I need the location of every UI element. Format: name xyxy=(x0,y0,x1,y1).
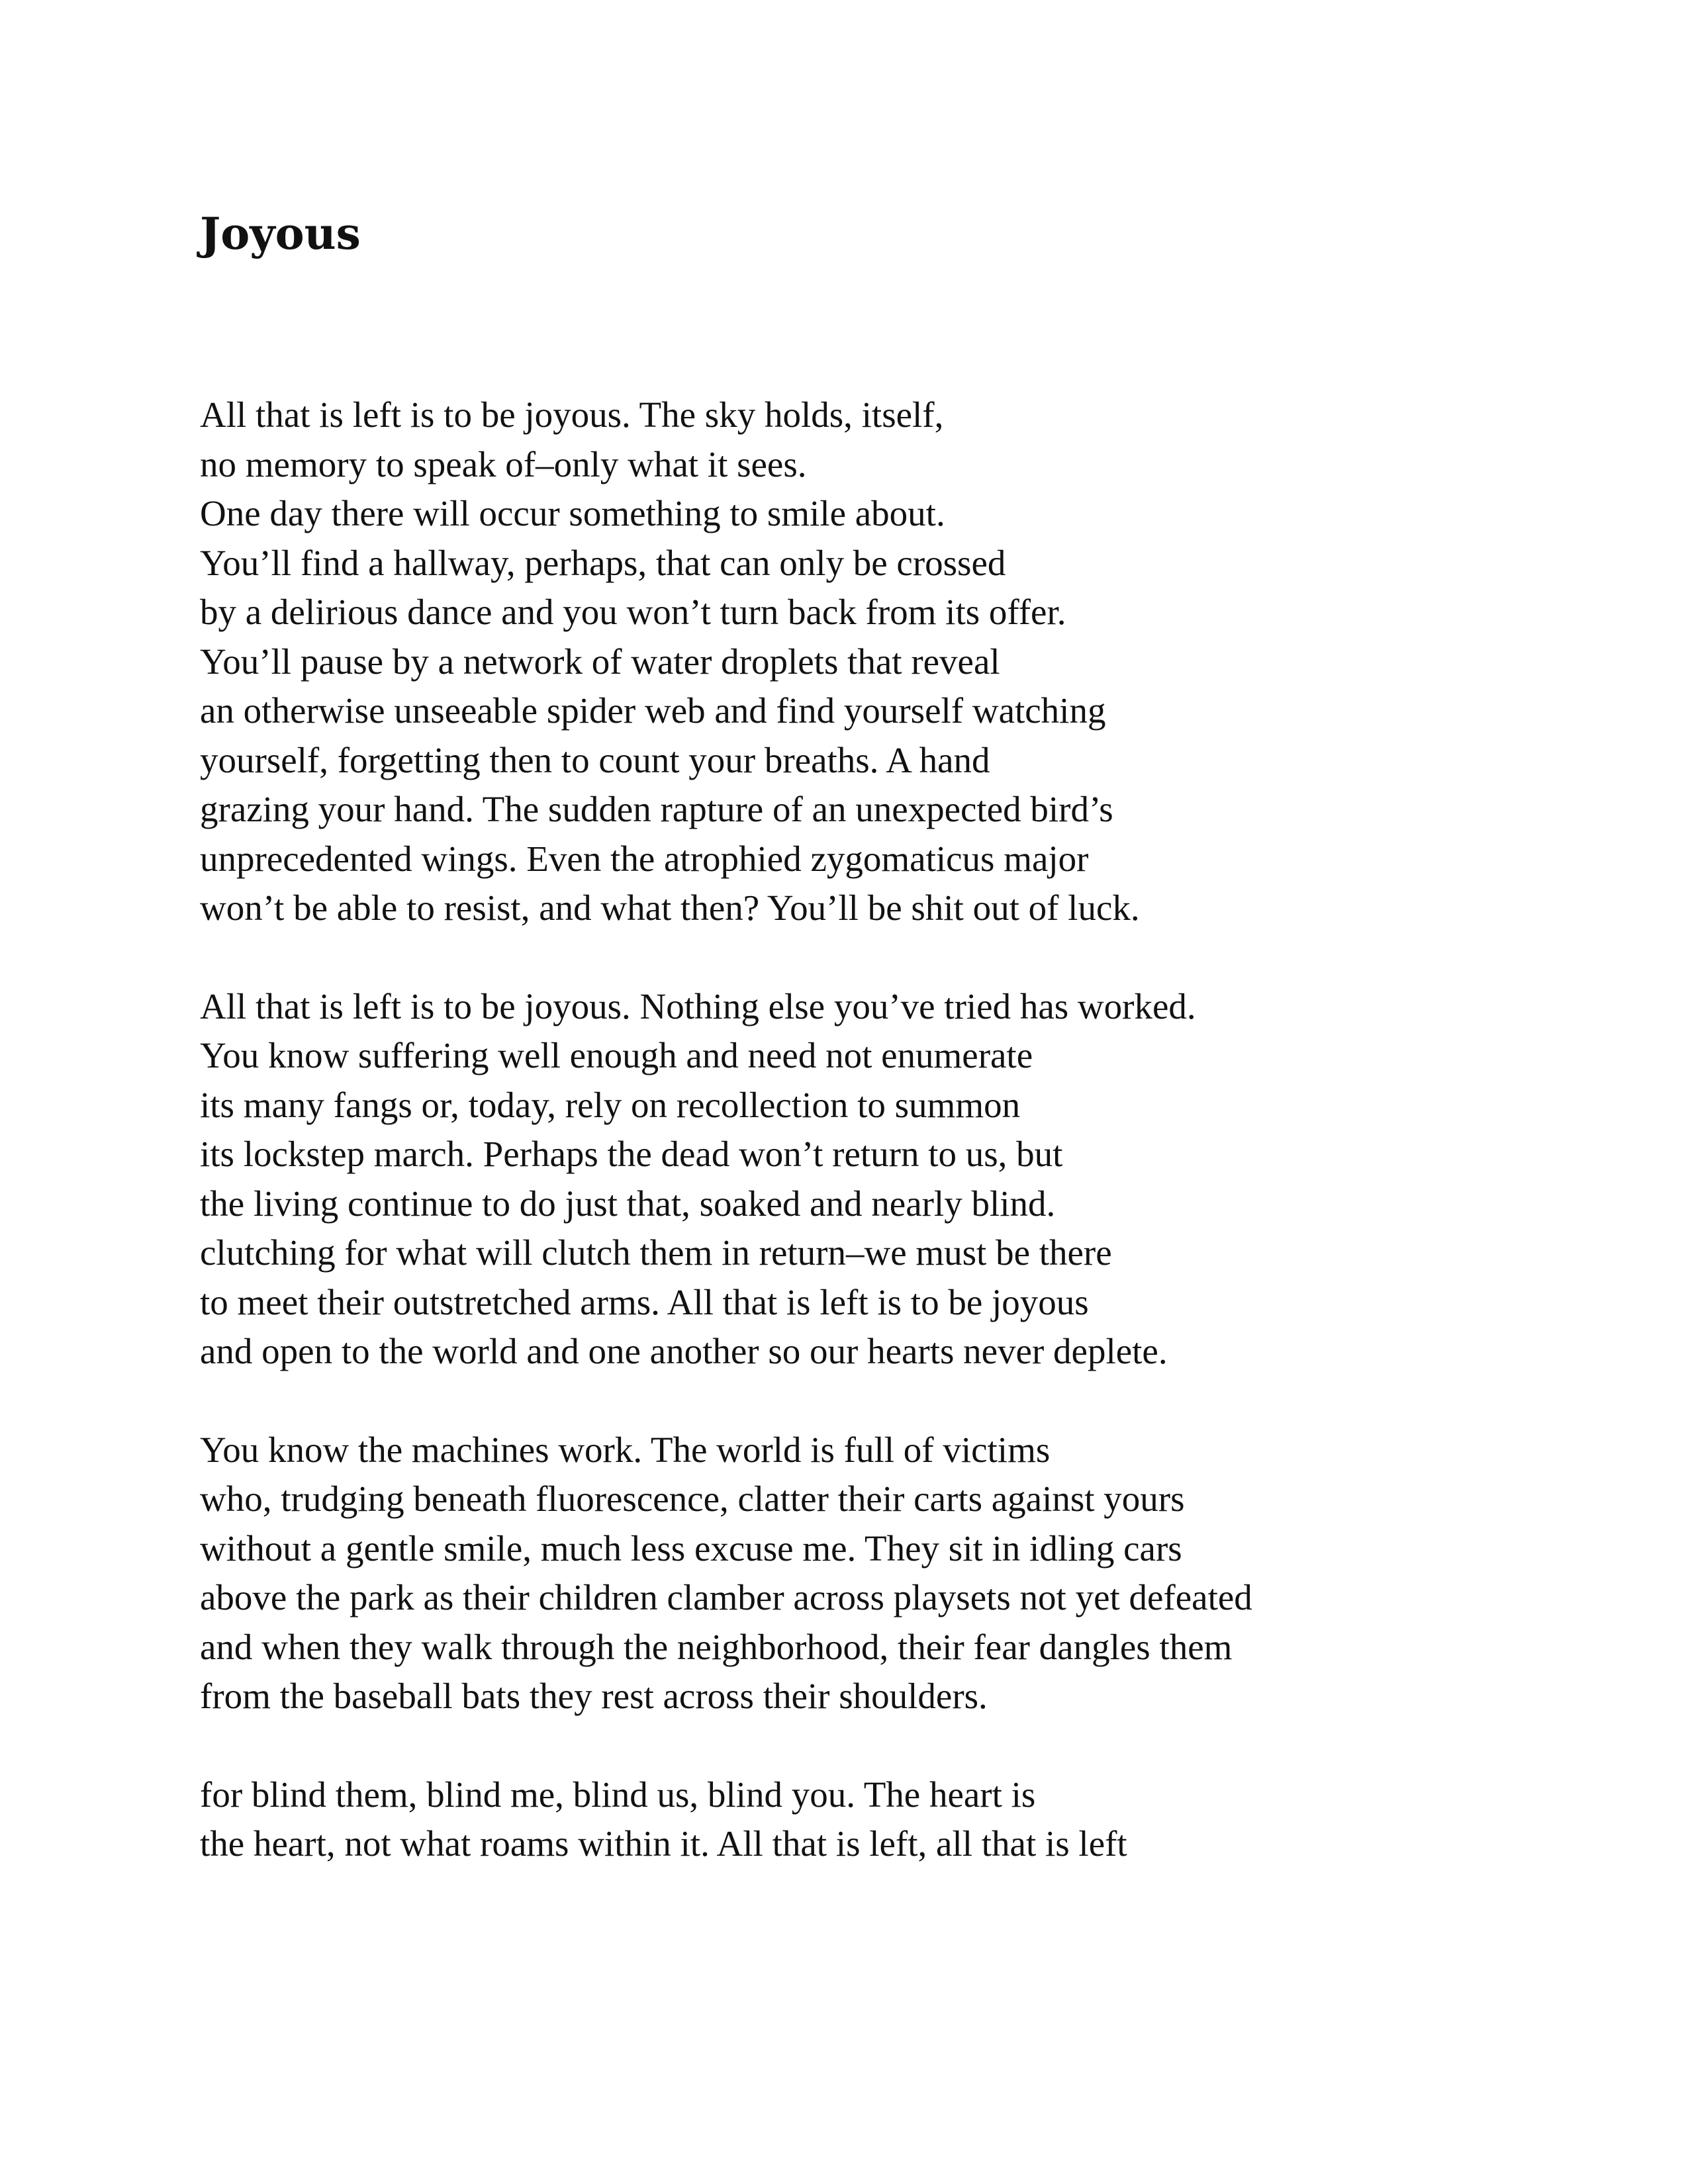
stanza-1 xyxy=(200,390,1524,933)
poem-line: and when they walk through the neighborhood, their fear dangles them xyxy=(200,1626,1233,1667)
poem-line: grazing your hand. The sudden rapture of an unexpected bird’s xyxy=(200,789,1113,829)
poem-line: All that is left is to be joyous. Nothing else you’ve tried has worked. xyxy=(200,985,1196,1026)
poem-title: Joyous xyxy=(200,208,361,259)
stanza-2 xyxy=(200,982,1524,1377)
poem-line: its lockstep march. Perhaps the dead won’t return to us, but xyxy=(200,1134,1063,1174)
poem-line: for blind them, blind me, blind us, blind you. The heart is xyxy=(200,1774,1036,1815)
poem-line: no memory to speak of–only what it sees. xyxy=(200,443,807,484)
poem-line: who, trudging beneath fluorescence, clatter their carts against yours xyxy=(200,1479,1185,1519)
poem-line: its many fangs or, today, rely on recollection to summon xyxy=(200,1084,1021,1125)
poem-line: clutching for what will clutch them in return–we must be there xyxy=(200,1232,1112,1273)
poem-line: All that is left is to be joyous. The sky holds, itself, xyxy=(200,394,944,435)
poem-line: You know the machines work. The world is full of victims xyxy=(200,1429,1051,1470)
poem-line: won’t be able to resist, and what then? You’ll be shit out of luck. xyxy=(200,887,1140,928)
poem-line: One day there will occur something to smile about. xyxy=(200,493,945,533)
poem-line: You know suffering well enough and need not enumerate xyxy=(200,1035,1033,1075)
poem-line: yourself, forgetting then to count your breaths. A hand xyxy=(200,739,990,780)
poem-line: above the park as their children clamber across playsets not yet defeated xyxy=(200,1577,1252,1617)
poem-line: from the baseball bats they rest across their shoulders. xyxy=(200,1676,988,1716)
poem-line: You’ll find a hallway, perhaps, that can only be crossed xyxy=(200,542,1006,583)
poem-line: without a gentle smile, much less excuse me. They sit in idling cars xyxy=(200,1527,1182,1569)
poem-line: You’ll pause by a network of water droplets that reveal xyxy=(200,641,1000,682)
poem-line: an otherwise unseeable spider web and find yourself watching xyxy=(200,690,1106,731)
poem-line: the heart, not what roams within it. All that is left, all that is left xyxy=(200,1823,1127,1864)
poem-line: to meet their outstretched arms. All that is left is to be joyous xyxy=(200,1281,1089,1322)
poem-line: unprecedented wings. Even the atrophied zygomaticus major xyxy=(200,838,1089,879)
poem-line: by a delirious dance and you won’t turn back from its offer. xyxy=(200,592,1066,632)
stanza-4 xyxy=(200,1770,1524,1869)
stanza-3 xyxy=(200,1426,1524,1721)
poem-line: and open to the world and one another so our hearts never deplete. xyxy=(200,1331,1168,1371)
poem-line: the living continue to do just that, soaked and nearly blind. xyxy=(200,1183,1056,1224)
poem-body xyxy=(200,390,1524,1918)
